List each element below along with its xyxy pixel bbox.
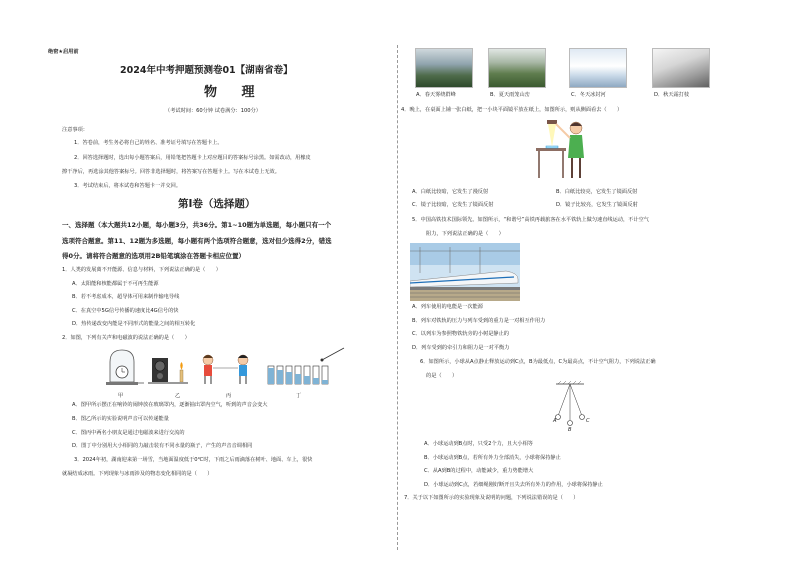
column-divider <box>397 45 398 550</box>
q2-option-b: B．图乙所示的实验说明声音可以传递能量 <box>72 416 169 422</box>
section-line-3: 得0分。请将符合题意的选项用2B铅笔填涂在答题卡相应位置） <box>62 252 245 260</box>
bell-jar-clock-icon <box>106 350 144 385</box>
note-2: 2．回答选择题时，选出每小题答案后，用铅笔把答题卡上对应题目的答案标号涂黑。如需改动，用橡皮 <box>74 155 311 161</box>
section-line-2: 选项符合题意。第11、12题为多选题，每小题有两个选项符合题意，选对但少选得2分，错选 <box>62 237 332 245</box>
q1-option-b: B．若不考虑成本，超导体可用来制作输电导线 <box>72 294 180 300</box>
note-3: 3．考试结束后，将本试卷和答题卡一并交回。 <box>74 183 182 189</box>
exam-title: 2024年中考押题预测卷01【湖南省卷】 <box>120 65 293 76</box>
q4-option-c: C．镜子比较暗，它发生了镜面反射 <box>412 202 494 208</box>
q3-option-d: D．秋天霜打枝 <box>654 92 690 98</box>
q6-option-d: D．小球运动到C点，若细绳刚好断开且失去所有外力的作用，小球将保持静止 <box>424 482 603 488</box>
water-bottles-icon <box>268 348 344 384</box>
q5-line-2: 阻力，下列说法正确的是（ ） <box>426 231 504 237</box>
q6-option-c: C．从A到B的过程中，动能减少，重力势能增大 <box>424 468 534 474</box>
flashlight-mirror-icon <box>536 120 584 178</box>
q6-option-b: B．小球运动到B点，若所有外力全部消失，小球将保持静止 <box>424 455 561 461</box>
q2-option-a: A．图甲所示摆正在响铃的闹钟放在玻璃罩内，逐渐抽出罩内空气，听到的声音会变大 <box>72 402 268 408</box>
q6-label-b: B <box>568 427 572 433</box>
q6-option-a: A．小球运动到B点时，只受2个力，且大小相等 <box>424 441 533 447</box>
string-phone-kids-icon <box>203 355 248 384</box>
q2-label-jia: 甲 <box>118 393 124 399</box>
section-line-1: 一、选择题（本大题共12小题，每小题3分，共36分。第1~10题为单选题，每小题只有一个 <box>62 221 332 229</box>
secret-mark: 绝密★启用前 <box>48 49 79 55</box>
q3-line-1: 3．2024年初，湖南迎来第一场雪，当地面温度低于0℃时，下雨之后雨滴落在树叶、地面、车上，很快 <box>74 457 313 463</box>
q3-option-c: C．冬天冰封河 <box>571 92 606 98</box>
q1-option-d: D．热传递改变内能是不同形式的能量之间的相互转化 <box>72 321 196 327</box>
q3-photo-frozen-river <box>569 48 627 88</box>
q1-stem: 1．人类的发展离不开能源、信息与材料，下列说法正确的是（ ） <box>62 267 221 273</box>
notes-heading: 注意事项： <box>62 127 88 133</box>
volume-title: 第Ⅰ卷（选择题） <box>178 198 256 210</box>
q3-photo-rain-mountains <box>488 48 546 88</box>
q2-label-ding: 丁 <box>296 393 302 399</box>
note-1: 1．答卷前，考生务必将自己的姓名、准考证号填写在答题卡上。 <box>74 140 223 146</box>
q2-label-yi: 乙 <box>175 393 181 399</box>
q1-option-a: A．太阳能和核能都属于不可再生能源 <box>72 281 159 287</box>
q5-option-a: A．列车使用的电能是一次能源 <box>412 304 483 310</box>
q6-pendulum-figure <box>548 380 608 436</box>
q4-stem: 4．晚上，在桌面上铺一张白纸，把一小块平面镜平放在纸上，如图所示，则从侧面看去（ ） <box>401 107 623 113</box>
note-2-cont: 擦干净后，再选涂其他答案标号。回答非选择题时，将答案写在答题卡上。写在本试卷上无效。 <box>62 169 280 175</box>
pendulum-icon <box>556 381 585 426</box>
q5-option-d: D．列车受到的牵引力和阻力是一对平衡力 <box>412 345 510 351</box>
q2-option-d: D．图丁中分别用大小相同的力敲击装有不同水量的瓶子，产生的声音音调相同 <box>72 443 253 449</box>
q3-option-b: B．夏天雨笼山峦 <box>490 92 530 98</box>
q6-label-c: C <box>586 418 590 424</box>
q5-option-b: B．列车对铁轨的压力与列车受到的重力是一对相互作用力 <box>412 318 546 324</box>
q3-line-2: 就凝结成冰雨。下列现象与冰雨涉及的物态变化相同的是（ ） <box>62 471 213 477</box>
q5-line-1: 5．中国高铁技术国际领先。如图所示，“和谐号”高铁再载旅客在水平铁轨上做匀速直线运动，不计空气 <box>412 217 649 223</box>
q2-stem: 2．如图，下列有关声和电磁波的说法正确的是（ ） <box>62 335 190 341</box>
q6-label-a: A <box>553 418 557 424</box>
exam-info: （考试时间：60分钟 试卷满分：100分） <box>165 108 261 114</box>
q1-option-c: C．在真空中5G信号传播的速度比4G信号的快 <box>72 308 179 314</box>
q6-line-2: 的是（ ） <box>426 373 458 379</box>
q5-train-photo <box>410 243 520 301</box>
q4-option-d: D．镜子比较亮，它发生了镜面反射 <box>556 202 638 208</box>
q3-photo-fog-mountains <box>415 48 473 88</box>
q3-photo-frost-branches <box>652 48 710 88</box>
q4-figure <box>534 118 604 180</box>
q7-stem: 7．关于以下如图所示的实验现象及说明的问题，下列说法错误的是（ ） <box>404 495 579 501</box>
q3-option-a: A．春天雾绕群峰 <box>416 92 456 98</box>
q2-figure <box>100 346 350 394</box>
subject-title: 物 理 <box>204 85 265 100</box>
q4-option-a: A．白纸比较暗，它发生了漫反射 <box>412 189 489 195</box>
speaker-candle-icon <box>148 358 188 384</box>
q5-option-c: C．以列车为参照物铁轨旁的小树是静止的 <box>412 331 509 337</box>
q2-label-bing: 丙 <box>226 393 232 399</box>
q6-line-1: 6．如图所示，小球从A点静止释放运动到C点，B为最低点，C为最高点，不计空气阻力，下列说法正确 <box>420 359 656 365</box>
q2-option-c: C．图丙中两名小朋友是通过电磁波来进行交流的 <box>72 430 185 436</box>
q4-option-b: B．白纸比较亮，它发生了镜面反射 <box>556 189 638 195</box>
